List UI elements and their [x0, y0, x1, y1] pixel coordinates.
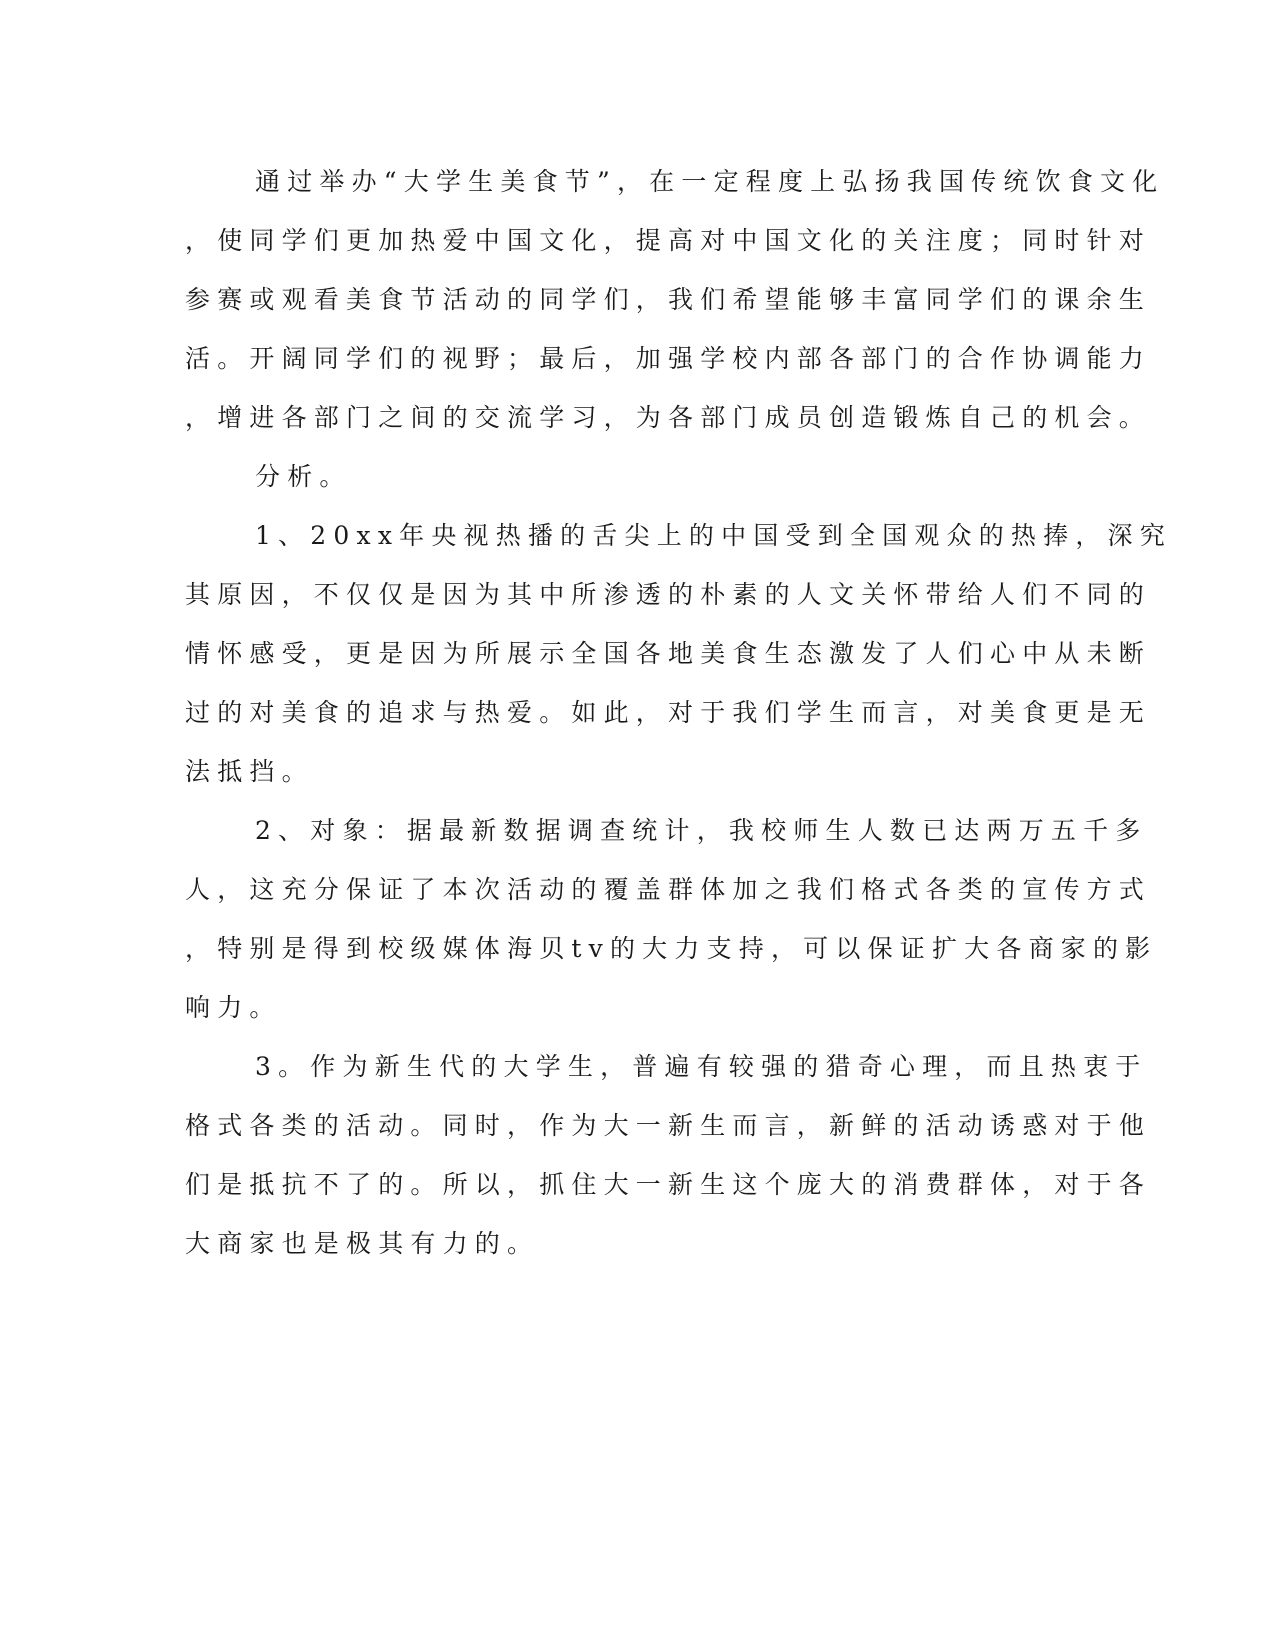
paragraph-1-line-1: 通过举办“大学生美食节”，在一定程度上弘扬我国传统饮食文化	[255, 167, 1165, 196]
paragraph-1-line-5: ，增进各部门之间的交流学习，为各部门成员创造锻炼自己的机会。	[185, 403, 1152, 432]
paragraph-4-line-4: 大商家也是极其有力的。	[185, 1229, 540, 1258]
paragraph-3-line-3: ，特别是得到校级媒体海贝tv的大力支持，可以保证扩大各商家的影	[185, 934, 1158, 963]
paragraph-2-line-5: 法抵挡。	[185, 757, 314, 786]
paragraph-2-line-2: 其原因，不仅仅是因为其中所渗透的朴素的人文关怀带给人们不同的	[185, 580, 1152, 609]
paragraph-4-line-1: 3。作为新生代的大学生，普遍有较强的猎奇心理，而且热衷于	[255, 1052, 1148, 1081]
section-heading: 分析。	[255, 462, 352, 491]
paragraph-3-line-1: 2、对象：据最新数据调查统计，我校师生人数已达两万五千多	[255, 816, 1148, 845]
paragraph-1-line-2: ，使同学们更加热爱中国文化，提高对中国文化的关注度；同时针对	[185, 226, 1152, 255]
paragraph-2-line-4: 过的对美食的追求与热爱。如此，对于我们学生而言，对美食更是无	[185, 698, 1152, 727]
paragraph-3-line-4: 响力。	[185, 993, 282, 1022]
paragraph-1-line-4: 活。开阔同学们的视野；最后，加强学校内部各部门的合作协调能力	[185, 344, 1152, 373]
paragraph-4-line-2: 格式各类的活动。同时，作为大一新生而言，新鲜的活动诱惑对于他	[185, 1111, 1152, 1140]
paragraph-2-line-3: 情怀感受，更是因为所展示全国各地美食生态激发了人们心中从未断	[185, 639, 1152, 668]
paragraph-2-line-1: 1、20xx年央视热播的舌尖上的中国受到全国观众的热捧，深究	[255, 521, 1172, 550]
paragraph-1-line-3: 参赛或观看美食节活动的同学们，我们希望能够丰富同学们的课余生	[185, 285, 1152, 314]
paragraph-4-line-3: 们是抵抗不了的。所以，抓住大一新生这个庞大的消费群体，对于各	[185, 1170, 1152, 1199]
paragraph-3-line-2: 人，这充分保证了本次活动的覆盖群体加之我们格式各类的宣传方式	[185, 875, 1152, 904]
